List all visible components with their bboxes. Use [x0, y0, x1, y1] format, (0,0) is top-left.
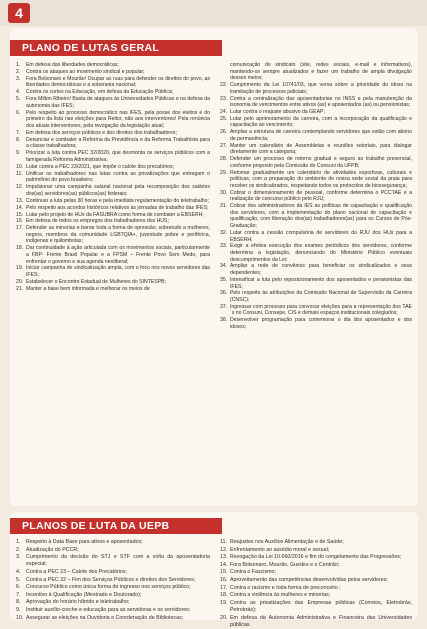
item-number: 26.: [220, 129, 228, 136]
list-item: [220, 170, 412, 190]
list-item: [16, 171, 210, 184]
item-number: 9.: [16, 606, 21, 613]
list-item: [220, 96, 412, 109]
list-item: [16, 110, 210, 130]
item-number: 16.: [220, 576, 228, 583]
item-text: Ampliar a estrutura de carreira contemplando servidores que estão com abono de permanência;: [230, 129, 412, 142]
item-number: 5.: [16, 96, 21, 103]
item-number: 12.: [220, 546, 228, 553]
item-number: 18.: [16, 245, 24, 252]
panel-planos-uepb: [10, 512, 418, 628]
item-number: 1.: [16, 62, 21, 68]
item-number: 11.: [220, 539, 227, 545]
list-item: [16, 62, 210, 69]
item-number: 25.: [220, 115, 228, 122]
panel-plano-geral: [10, 28, 418, 506]
list-item: [16, 150, 210, 163]
item-text: Defender um processo de retorno gradual e seguro ao trabalho presencial, conforme proposto pela Comissão do Consuni da UFPB;: [230, 156, 412, 169]
item-number: 10.: [16, 163, 24, 170]
list-item: [16, 245, 210, 265]
list-item: [220, 203, 412, 229]
item-text: Pelo respeito às atribuições da Comissão Nacional de Supervisão da Carreira (CNSC);: [230, 290, 412, 303]
item-text: Contra a centralização das aposentadorias no INSS e pela manutenção da isonomia de vencimentos entre ativos (as) e aposentados (as) ou pensionistas;: [230, 95, 412, 109]
item-text: Intensificar a luta pelo reposicionamento dos aposentados e pensionistas das IFES;: [230, 276, 412, 290]
item-text: Fora Bolsonaro, Mourão, Guedes e o Centrão;: [230, 561, 340, 568]
item-text: Pelo respeito aos acordos históricos relativos às jornadas de trabalho das IFES;: [26, 204, 209, 211]
item-number: 3.: [16, 554, 21, 561]
list-item: [16, 212, 210, 219]
item-text: Impulsionar uma campanha salarial nacional pela recomposição dos salários dos(as) servidores(as) públicos(as) federais;: [26, 184, 210, 197]
item-number: 4.: [16, 568, 21, 575]
item-number: 11.: [16, 170, 23, 177]
list-item: [16, 198, 210, 205]
item-text: Cobrar dos administradores da IES as políticas de capacitação e qualificação dos servidores, com a implementação do plano nacional de capacitação e qualificação, com liberação dos(as) trabalhadores(as) para os Cursos de Pós-Graduação;: [230, 203, 412, 230]
list-item: [16, 218, 210, 225]
item-text: Assegurar as eleições na Ouvidoria e Coordenação de Bibliotecas;: [26, 614, 184, 621]
item-number: 38.: [220, 317, 228, 324]
list-item: [16, 539, 210, 546]
list-item: [220, 539, 412, 546]
list-item-continuation: comunicação do sindicato (site, redes sociais, e-mail e informativos), mantendo-os sempre atualizados e fazer um trabalho de ampla divulgação desses meios;: [230, 62, 412, 82]
item-text: Manter a base bem informada e melhorar os meios de: [26, 285, 150, 292]
list-item: [16, 130, 210, 137]
list-item: [220, 290, 412, 303]
list-item: [16, 592, 210, 599]
item-text: Concurso Público como única forma de ingresso nos serviços público;: [26, 584, 191, 591]
item-number: 9.: [16, 150, 21, 157]
item-number: 30.: [220, 189, 228, 196]
item-number: 2.: [16, 546, 21, 553]
list-item: [16, 184, 210, 197]
item-text: Contra a PEC 32 – Fim dos Serviços Públicos e direitos dos Servidores;: [26, 576, 196, 583]
item-text: Em defesa das liberdades democráticas;: [26, 62, 119, 68]
item-number: 8.: [16, 136, 21, 143]
item-text: Retomar gradualmente um calendário de atividades esportivas, culturais e políticas, com a preparação do ambiente de nossa sede social da praia para receber os sindicalizados, respeitando todos os protocolos de biossegurança;: [230, 169, 412, 189]
list-item: [220, 277, 412, 290]
item-text: Enfrentamento ao assédio moral e sexual;: [230, 546, 330, 553]
item-text: Contra os cortes na Educação, em defesa da Educação Pública;: [26, 89, 174, 96]
top-bar: [0, 0, 427, 26]
list-item: [16, 599, 210, 606]
item-number: 17.: [16, 225, 24, 232]
item-text: Pelo respeito ao processo democrático nas IFES, pela posse dos eleitos e do primeiro da lista nas eleições para Reitor, não aos interventores! Pela renúncia dos atuais interventores, pela revogação da legislação atual;: [26, 109, 210, 129]
list-item: [16, 164, 210, 171]
item-text: Denunciar e combater a Reforma da Previdência e da Reforma Trabalhista para a classe trabalhadora;: [26, 136, 210, 150]
item-number: 13.: [16, 197, 24, 204]
item-number: 6.: [16, 109, 21, 116]
list-item: [220, 82, 412, 95]
page-number-badge: 4: [8, 3, 30, 23]
item-text: Fora Milton Ribeiro! Basta de ataques às Universidades Públicas e na defesa da autonomia das IFES;: [26, 96, 210, 109]
uepb-col2: [220, 539, 412, 629]
item-number: 15.: [16, 211, 24, 218]
list-item: [220, 156, 412, 169]
section-title: PLANO DE LUTAS GERAL: [10, 40, 222, 56]
item-text: Incentivo à Qualificação (Mestrado e Doutorado);: [26, 591, 142, 598]
item-number: 19.: [16, 265, 24, 272]
item-number: 35.: [220, 276, 228, 283]
list-item: [220, 304, 412, 317]
item-number: 27.: [220, 142, 228, 149]
list-item: [16, 76, 210, 89]
list-item: [16, 577, 210, 584]
item-text: Em defesa da Autonomia Administrativa e Financeira das Universidades públicas.: [230, 614, 412, 628]
item-number: 31.: [220, 203, 228, 210]
item-number: 4.: [16, 89, 21, 96]
list-item: [16, 205, 210, 212]
item-text: Em defesa de todos os empregos dos trabalhadores dos HUS;: [26, 218, 169, 225]
item-number: 28.: [220, 156, 228, 163]
list-item: [220, 577, 412, 584]
item-number: 10.: [16, 614, 24, 621]
item-text: Ingressar com processo para convocar eleições para a representação dos TAE´s no Consuni, Consepe, CIS e demais espaços institucionais colegiados;: [230, 303, 412, 317]
list-item: [16, 279, 210, 286]
list-item: [16, 96, 210, 109]
item-text: Reajustes nos Auxílios Alimentação e de Saúde;: [230, 539, 344, 545]
item-number: 20.: [220, 614, 228, 621]
item-number: 1.: [16, 539, 21, 545]
item-text: Contra os ataques ao movimento sindical e popular;: [26, 68, 145, 75]
item-number: 16.: [16, 218, 24, 225]
item-number: 14.: [220, 561, 228, 568]
item-number: 7.: [16, 591, 21, 598]
item-text: Contra o Fascismo;: [230, 569, 276, 576]
item-text: Exigir a efetiva execução dos exames periódicos dos servidores, conforme determina a legislação, denunciando do Ministério Público eventuais descumprimentos da Lei;: [230, 243, 412, 263]
item-text: Lutar pelo projeto de HUs da FASUBRA como forma de combater a EBSERH;: [26, 211, 204, 218]
item-text: Em defesa dos serviços públicos e dos direitos dos trabalhadores;: [26, 129, 177, 136]
list-item: [220, 243, 412, 263]
item-number: 17.: [220, 584, 228, 591]
item-text: Aprovação do horário híbrido e teletrabalho;: [26, 599, 130, 606]
item-text: Iniciar campanha de sindicalização ampla, com o foco nos novos servidores das IFES;: [26, 265, 210, 278]
list-item: [16, 225, 210, 245]
item-number: 24.: [220, 109, 228, 115]
item-text: Desenvolver programação para comemorar o dia dos aposentados e dos idosos;: [230, 317, 412, 330]
item-text: Cumprimento da Lei 10741/03, que versa sobre a prioridade do idoso na tramitação de processos judiciais;: [230, 82, 412, 95]
item-text: Revogação da Lei 10.660/2016 e fim do congelamento das Progressões;: [230, 554, 402, 561]
item-text: Dar continuidade à ação articulada com os movimentos sociais, particularmente a FBP- Frente Brasil Popular e a FPSM – Frente Povo Sem Medo, para enfrentar o governo e sua agenda neoliberal;: [26, 245, 210, 265]
item-text: Contra as privatizações das Empresas públicas (Correios, Eletrobrás, Petrobrás);: [230, 599, 412, 613]
list-item: [220, 263, 412, 276]
item-number: 21.: [16, 285, 24, 292]
list-item: [16, 547, 210, 554]
list-item: [16, 69, 210, 76]
list-item: [16, 265, 210, 278]
item-text: Cobrar o dimensionamento de pessoal, conforme determina o PCCTAE e a realização de concurso público pelo RJU;: [230, 189, 412, 203]
item-text: Lutar contra o reajuste abusivo da GEAP;: [230, 109, 325, 115]
item-text: Estabelecer o Encontro Estadual de Mulheres do SINTESPB;: [26, 278, 167, 285]
item-number: 8.: [16, 599, 21, 606]
list-item: [220, 615, 412, 629]
item-number: 29.: [220, 169, 228, 176]
uepb-col1: [16, 539, 210, 622]
item-text: Atualização do PCCR;: [26, 546, 79, 553]
item-text: Fora Bolsonaro e Mourão! Ocupar as ruas para defender os direitos do povo, as liberdades democráticas e a soberania nacional;: [26, 75, 210, 89]
section-title: PLANOS DE LUTA DA UEPB: [10, 518, 222, 534]
item-text: Unificar os trabalhadores nas lutas contra as privatizações que entregam o patrimônio do povo brasileiro;: [26, 170, 210, 184]
list-item: [16, 615, 210, 622]
item-number: 18.: [220, 592, 228, 599]
item-number: 37.: [220, 303, 228, 310]
item-number: 6.: [16, 584, 21, 591]
item-number: 19.: [220, 599, 228, 606]
item-text: Manter um calendário de Assembleias e reuniões setoriais, para dialogar diretamente com a categoria;: [230, 142, 412, 156]
item-text: Defender as minorias e barrar toda a forma de opressão, sobretudo a mulheres, negros, membros da comunidade LGBTQIA+, juventude pobre e periférica, indígenas e quilombolas;: [26, 225, 210, 245]
list-item: [220, 143, 412, 156]
item-text: Continuar a luta pelas 30 horas e pela imediata regulamentação do teletrabalho;: [26, 197, 209, 204]
item-number: 34.: [220, 263, 228, 270]
item-number: 7.: [16, 129, 21, 136]
list-item: [220, 230, 412, 243]
item-number: 2.: [16, 68, 21, 75]
list-item: [220, 116, 412, 129]
item-number: 3.: [16, 75, 21, 82]
list-item: [16, 569, 210, 576]
list-item: [220, 317, 412, 330]
list-item: [220, 600, 412, 614]
item-text: Priorizar a luta contra PEC 32/2020, que desmonta os serviços públicos com a famigerada Reforma Administrativa;: [26, 150, 210, 163]
list-item: [16, 89, 210, 96]
list-item: [220, 585, 412, 592]
list-item: [16, 584, 210, 591]
list-item: [16, 607, 210, 614]
list-item: [220, 569, 412, 576]
item-number: 14.: [16, 204, 24, 211]
item-text: Lutar pelo aprimoramento da carreira, com a incorporação da qualificação e capacitação ao vencimento;: [230, 115, 412, 129]
item-text: Lutar contra a cessão compulsória de servidores do RJU dos HUs para a EBSERH;: [230, 229, 412, 243]
item-number: 13.: [220, 554, 228, 561]
list-item: [220, 109, 412, 116]
plano-geral-col2: [220, 62, 412, 331]
item-number: 12.: [16, 184, 24, 191]
item-text: Lutar contra a PEC 23/2021, que impõe o calote dos precatórios;: [26, 163, 175, 170]
item-text: Instituir auxílio-creche e educação para as servidoras e os servidores;: [26, 606, 191, 613]
item-number: 15.: [220, 569, 228, 576]
item-number: 22.: [220, 82, 228, 89]
list-item: [16, 137, 210, 150]
item-number: 32.: [220, 229, 228, 236]
item-text: Contra a PEC 23 – Calote dos Precatórios;: [26, 568, 127, 575]
item-text: Contra a violência às mulheres e minorias;: [230, 592, 331, 599]
list-item: [16, 554, 210, 568]
item-number: 23.: [220, 95, 228, 102]
list-item: [220, 592, 412, 599]
item-text: Contra o racismo e toda forma de preconceito ;: [230, 584, 341, 591]
list-item: [220, 129, 412, 142]
item-number: 5.: [16, 576, 21, 583]
list-item: [16, 286, 210, 293]
plano-geral-col1: [16, 62, 210, 293]
item-number: 36.: [220, 290, 228, 297]
list-item: [220, 190, 412, 203]
list-item: [220, 562, 412, 569]
item-number: 33.: [220, 243, 228, 250]
item-text: Aproveitamento das competências desenvolvidas pelos servidores;: [230, 576, 388, 583]
item-text: Ampliar a rede de convênios para beneficiar os sindicalizados e seus dependentes;: [230, 263, 412, 277]
list-item: [220, 554, 412, 561]
item-number: 20.: [16, 278, 24, 285]
item-text: Cumprimento da decisão do STJ e STF com a volta da aposentadoria especial;: [26, 554, 210, 568]
item-text: Respeito à Data Base para ativos e aposentados;: [26, 539, 143, 545]
list-item: [220, 547, 412, 554]
